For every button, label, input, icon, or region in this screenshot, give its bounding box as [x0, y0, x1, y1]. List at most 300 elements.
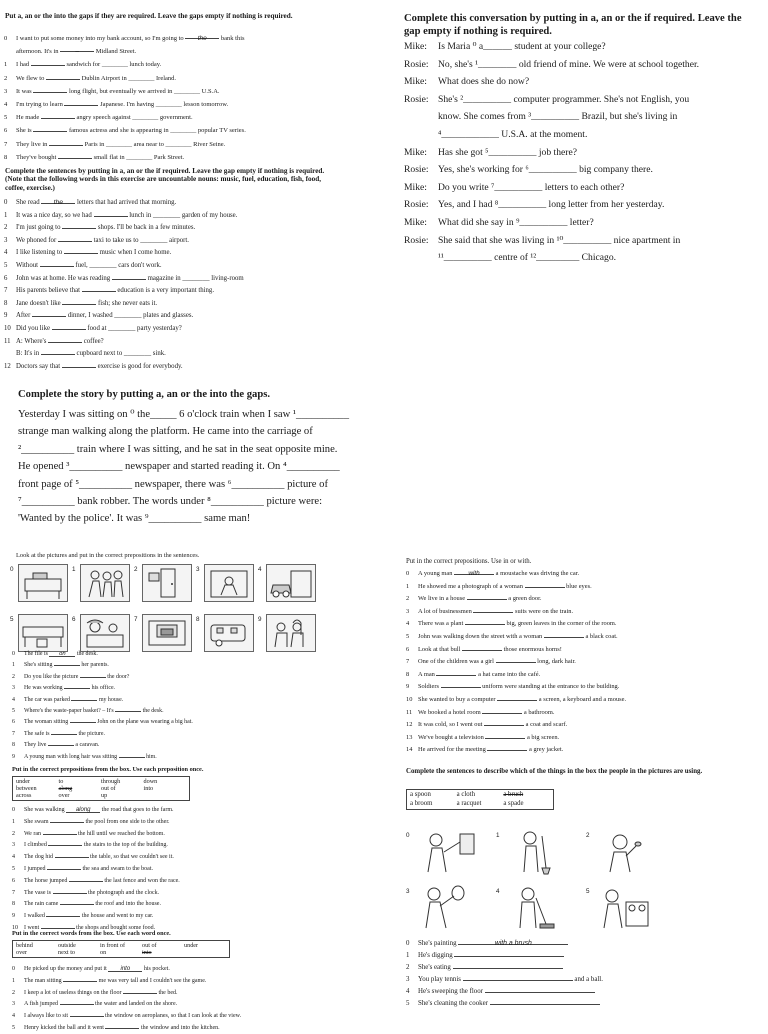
item-tail: taxi to take us to ________ airport.: [93, 236, 189, 244]
item-text: She's painting: [418, 940, 457, 947]
ex7-word-box: [12, 940, 230, 958]
item-number: 5: [12, 708, 15, 715]
box-word: [144, 792, 187, 799]
picture-number: 4: [496, 888, 500, 895]
picture-number: 5: [586, 888, 590, 895]
speaker-text: Yes, and I had ⁸__________ long letter from her yesterday.: [438, 199, 665, 211]
panel-prepositions: [0, 548, 384, 1031]
exercise-item: [12, 1022, 372, 1034]
item-text: Soldiers: [418, 683, 439, 691]
exercise-item: [12, 739, 372, 750]
item-tail: small flat in ________ Park Street.: [93, 153, 185, 161]
exercise-item: [4, 361, 380, 374]
item-text: Henry kicked the ball and it went: [24, 1024, 104, 1031]
exercise-item: [4, 336, 380, 349]
exercise-item: [4, 210, 380, 223]
item-text: The car was parked: [24, 696, 70, 703]
conversation-line: [404, 126, 764, 144]
answer-gap[interactable]: with a brush: [458, 938, 568, 945]
item-tail: exercise is good for everybody.: [97, 362, 183, 370]
answer-gap[interactable]: [462, 644, 502, 651]
answer-gap[interactable]: [33, 125, 67, 132]
speaker-text: No, she's ¹________ old friend of mine. We were at school together.: [438, 58, 700, 70]
box-word: in front of: [100, 942, 126, 949]
item-text: She swam: [24, 818, 49, 825]
item-tail: the road that goes to the farm.: [101, 807, 174, 813]
box-word: under: [184, 942, 199, 949]
exercise-item: [12, 705, 372, 716]
item-text: The dog hid: [24, 854, 53, 861]
box-word: a spade: [503, 799, 524, 807]
speaker-name: Rosie:: [404, 234, 429, 246]
answer-gap[interactable]: [47, 863, 81, 870]
exercise-item: [406, 631, 762, 644]
exercise-item: [4, 348, 380, 361]
item-tail: me was very tall and I couldn't see the game.: [98, 977, 207, 984]
answer-gap[interactable]: [52, 323, 86, 330]
answer-gap[interactable]: [58, 235, 92, 242]
item-tail: cupboard next to ________ sink.: [76, 350, 166, 358]
item-number: 6: [12, 877, 15, 884]
answer-gap[interactable]: [62, 298, 96, 305]
item-number: 9: [12, 753, 15, 760]
item-tail: my house.: [98, 696, 124, 703]
item-tail: suits were on the train.: [515, 607, 574, 615]
picture-number: 2: [586, 832, 590, 839]
item-tail: magazine in ________ living-room: [147, 274, 244, 282]
answer-gap[interactable]: [119, 751, 145, 758]
answer-gap[interactable]: [436, 669, 476, 676]
item-text: The woman sitting: [24, 719, 69, 726]
item-tail: the desk.: [76, 651, 98, 657]
answer-gap[interactable]: the: [41, 197, 75, 204]
speaker-text: Has she got ⁵__________ job there?: [438, 146, 577, 158]
box-word: [184, 949, 226, 956]
answer-gap[interactable]: [64, 247, 98, 254]
item-tail: a coat and scarf.: [525, 721, 568, 729]
exercise-item: [4, 138, 380, 151]
item-number: 7: [4, 140, 8, 148]
item-number: 12: [4, 362, 11, 370]
picture-4: [266, 564, 316, 602]
ex7-list: [12, 965, 372, 1034]
exercise-item: [12, 998, 372, 1010]
exercise-item: [12, 816, 372, 828]
exercise-item: [406, 618, 762, 631]
answer-gap[interactable]: [60, 898, 94, 905]
answer-gap[interactable]: [48, 839, 82, 846]
item-number: 2: [12, 989, 15, 996]
item-text: She's eating: [418, 964, 451, 971]
item-number: 5: [4, 114, 8, 122]
conversation-line: [404, 73, 764, 91]
item-tail: the roof and into the house.: [95, 901, 161, 908]
item-text: Without: [16, 261, 39, 269]
item-text: I jumped: [24, 865, 46, 872]
answer-gap[interactable]: [484, 719, 524, 726]
item-number: 0: [4, 199, 8, 206]
item-text: We flew to: [16, 74, 45, 82]
item-text: Where's the waste-paper basket? – It's: [24, 708, 114, 715]
item-tail: the pool from one side to the other.: [85, 818, 170, 825]
exercise-item: [4, 124, 380, 137]
item-tail: his pocket.: [143, 966, 170, 972]
item-tail: coffee?: [83, 337, 104, 345]
exercise-item: [4, 260, 380, 273]
conversation-line: [404, 232, 764, 250]
picture-number: 0: [406, 832, 410, 839]
item-number: 0: [12, 966, 15, 972]
item-tail: the house and went to my car.: [81, 913, 154, 920]
story-line: Yesterday I was sitting on ⁰ the_____ 6 o'clock train when I saw ¹__________: [18, 409, 350, 420]
item-text: She's cleaning the cooker: [418, 1000, 488, 1007]
answer-gap[interactable]: [33, 86, 67, 93]
box-word: on: [100, 949, 107, 956]
answer-gap[interactable]: [43, 828, 77, 835]
item-text: The horse jumped: [24, 877, 68, 884]
box-word: across: [16, 792, 32, 799]
box-word: down: [143, 778, 158, 785]
answer-gap[interactable]: [49, 139, 83, 146]
answer-gap[interactable]: [41, 112, 75, 119]
item-number: 3: [406, 607, 410, 615]
item-tail: the water and landed on the shore.: [95, 1001, 178, 1008]
answer-gap[interactable]: [482, 707, 522, 714]
exercise-item: [12, 975, 372, 987]
item-text: The file is: [24, 651, 48, 657]
picture-6: [80, 614, 130, 652]
speaker-text: Is Maria ⁰ a______ student at your college?: [438, 41, 606, 52]
ex8-list: [406, 568, 762, 757]
item-number: 8: [4, 299, 8, 307]
exercise-item: [4, 32, 380, 45]
exercise-item: [12, 910, 372, 922]
item-text: We've bought a television: [418, 733, 484, 741]
story-line: front page of ⁵__________ newspaper, there was ⁶__________ picture of: [18, 478, 328, 490]
ex4-instruction: Complete the story by putting a, an or the into the gaps.: [18, 389, 270, 400]
answer-gap[interactable]: [463, 974, 573, 981]
item-text: It was cold, so I went out: [418, 721, 483, 729]
answer-gap[interactable]: [123, 987, 157, 994]
item-number: 2: [4, 74, 8, 82]
speaker-name: Rosie:: [404, 199, 429, 211]
picture-5: [18, 614, 68, 652]
answer-gap[interactable]: along: [66, 806, 100, 813]
picture-number: 3: [196, 566, 200, 573]
answer-gap[interactable]: [105, 1022, 139, 1029]
answer-gap[interactable]: [465, 618, 505, 625]
item-tail: shops. I'll be back in a few minutes.: [97, 224, 196, 232]
answer-gap[interactable]: [32, 310, 66, 317]
box-word: a broom: [410, 799, 433, 807]
item-text: A fish jumped: [24, 1001, 58, 1008]
conversation-line: [404, 91, 764, 109]
exercise-item: [406, 986, 762, 998]
answer-gap[interactable]: [473, 606, 513, 613]
item-text: He's sweeping the floor: [418, 988, 483, 995]
item-tail: the photograph and the clock.: [88, 889, 160, 896]
exercise-item: [4, 98, 380, 111]
exercise-item: [12, 965, 372, 975]
exercise-item: [406, 744, 762, 757]
answer-gap[interactable]: [62, 361, 96, 368]
picture-number: 7: [134, 616, 138, 623]
exercise-item: [4, 323, 380, 336]
picture-0: [18, 564, 68, 602]
box-word: out of: [142, 942, 157, 949]
exercise-item: [406, 938, 762, 950]
picture-1: [80, 564, 130, 602]
story-line: ⁷__________ bank robber. The words under ⁸__________ picture were:: [18, 496, 323, 508]
box-word: under: [16, 778, 31, 785]
item-tail: a bathroom.: [523, 708, 555, 716]
item-number: 1: [406, 952, 410, 959]
item-number: 6: [12, 719, 15, 726]
picture-number: 1: [72, 566, 76, 573]
answer-gap[interactable]: into: [108, 965, 142, 972]
answer-gap[interactable]: [467, 593, 507, 600]
answer-gap[interactable]: [58, 152, 92, 159]
item-text: His parents believe that: [16, 287, 80, 295]
item-text: I climbed: [24, 842, 47, 849]
item-text: A young man: [418, 570, 453, 577]
panel-in-with: [396, 548, 768, 768]
item-text: Did you like: [16, 324, 50, 332]
answer-gap[interactable]: [64, 99, 98, 106]
item-tail: John on the plane was wearing a big hat.: [97, 719, 193, 726]
answer-gap[interactable]: [46, 73, 80, 80]
item-number: 1: [406, 582, 410, 590]
answer-gap[interactable]: [40, 260, 74, 267]
answer-gap[interactable]: [453, 962, 563, 969]
item-number: 4: [406, 988, 410, 995]
item-text: They live: [24, 742, 47, 749]
answer-gap[interactable]: with: [454, 568, 494, 575]
answer-gap[interactable]: [496, 656, 536, 663]
picture-2: [596, 828, 660, 876]
item-number: 5: [406, 1000, 410, 1007]
answer-gap[interactable]: [441, 681, 481, 688]
item-number: 14: [406, 746, 413, 754]
item-number: 13: [406, 733, 413, 741]
answer-gap[interactable]: [70, 716, 96, 723]
answer-gap[interactable]: [51, 728, 77, 735]
answer-gap[interactable]: [485, 732, 525, 739]
answer-gap[interactable]: [50, 816, 84, 823]
item-text: I had: [16, 61, 30, 69]
picture-7: [142, 614, 192, 652]
answer-gap[interactable]: [70, 1010, 104, 1017]
ex9-instruction: Complete the sentences to describe which of the things in the box the people in the pictures are using.: [406, 768, 703, 775]
answer-gap[interactable]: –: [60, 45, 94, 52]
box-word: behind: [16, 942, 33, 949]
item-text: Do you like the picture: [24, 673, 79, 680]
item-number: 2: [12, 830, 15, 837]
speaker-text: Do you write ⁷__________ letters to each other?: [438, 181, 625, 193]
exercise-item: [406, 950, 762, 962]
item-tail: the last fence and won the race.: [104, 877, 180, 884]
item-text: One of the children was a girl: [418, 658, 494, 666]
answer-gap[interactable]: [490, 998, 600, 1005]
item-text: We live in a house: [418, 595, 466, 603]
picture-number: 1: [496, 832, 500, 839]
speaker-name: Rosie:: [404, 58, 429, 70]
item-text: I always like to sit: [24, 1013, 68, 1020]
item-text: A young man with long hair was sitting: [24, 753, 118, 760]
box-word: to: [58, 778, 64, 785]
answer-gap[interactable]: [63, 975, 97, 982]
answer-gap[interactable]: [46, 910, 80, 917]
item-number: 7: [4, 287, 8, 295]
box-word: a brush: [503, 791, 524, 798]
answer-gap[interactable]: [454, 950, 564, 957]
answer-gap[interactable]: on: [49, 650, 75, 657]
answer-gap[interactable]: [80, 671, 106, 678]
exercise-item: [4, 111, 380, 124]
picture-3: [416, 884, 480, 932]
item-number: 11: [406, 708, 413, 716]
answer-gap[interactable]: [41, 922, 75, 929]
item-number: 0: [406, 940, 410, 947]
answer-gap[interactable]: [62, 222, 96, 229]
speaker-name: Mike:: [404, 216, 427, 228]
item-number: 10: [406, 695, 413, 703]
answer-gap[interactable]: [48, 336, 82, 343]
exercise-item: [4, 45, 380, 58]
item-number: 5: [12, 1024, 15, 1031]
item-text: She wanted to buy a computer: [418, 695, 496, 703]
answer-gap[interactable]: [112, 273, 146, 280]
item-tail: long flight, but eventually we arrived in ________ U.S.A.: [68, 87, 220, 95]
item-text: John was walking down the street with a woman: [418, 632, 543, 640]
exercise-item: [406, 707, 762, 720]
answer-gap[interactable]: [53, 887, 87, 894]
item-tail: Japanese. I'm having ________ lesson tomorrow.: [100, 101, 229, 109]
item-tail: the stairs to the top of the building.: [83, 842, 168, 849]
item-text: He's digging: [418, 952, 453, 959]
exercise-item: [4, 310, 380, 323]
item-number: 1: [4, 211, 8, 219]
answer-gap[interactable]: [60, 998, 94, 1005]
answer-gap[interactable]: [82, 285, 116, 292]
box-word: over: [16, 949, 27, 956]
item-tail: the sea and swam to the boat.: [82, 865, 153, 872]
picture-5: [596, 884, 660, 932]
answer-gap[interactable]: [69, 875, 103, 882]
exercise-item: [4, 85, 380, 98]
conversation-line: [404, 249, 764, 267]
ex1-instruction: Put a, an or the into the gaps if they are required. Leave the gaps empty if nothing is required.: [5, 12, 293, 20]
item-text: A lot of businessmen: [418, 607, 472, 615]
answer-gap[interactable]: [497, 694, 537, 701]
exercise-item: [12, 694, 372, 705]
answer-gap[interactable]: [41, 348, 75, 355]
exercise-item: [406, 962, 762, 974]
item-number: 0: [12, 807, 15, 813]
item-tail: him.: [146, 753, 157, 760]
ex9-word-box: [406, 789, 554, 810]
answer-gap[interactable]: [55, 851, 89, 858]
box-word: along: [58, 785, 73, 792]
answer-gap[interactable]: [31, 59, 65, 66]
ex2-list: [4, 197, 380, 373]
speaker-name: Rosie:: [404, 93, 429, 105]
answer-gap[interactable]: [115, 705, 141, 712]
conversation-line: [404, 38, 764, 56]
item-number: 8: [4, 153, 8, 161]
box-word: over: [58, 792, 70, 799]
exercise-item: [406, 694, 762, 707]
item-tail: a big screen.: [527, 733, 560, 741]
exercise-item: [12, 839, 372, 851]
item-text: A man: [418, 670, 435, 678]
exercise-item: [4, 285, 380, 298]
item-number: 3: [12, 1001, 15, 1008]
conversation-line: [404, 179, 764, 197]
speaker-name: Mike:: [404, 41, 427, 52]
answer-gap[interactable]: [525, 581, 565, 588]
item-text: She was walking: [24, 807, 65, 813]
answer-gap[interactable]: [94, 210, 128, 217]
speaker-text: ⁴____________ U.S.A. at the moment.: [438, 128, 588, 140]
answer-gap[interactable]: [487, 744, 527, 751]
box-word: a racquet: [456, 799, 482, 807]
answer-gap[interactable]: [544, 631, 584, 638]
item-number: 4: [12, 1013, 15, 1020]
item-text: It was: [16, 87, 32, 95]
answer-gap[interactable]: the: [185, 32, 219, 39]
item-tail: the desk.: [142, 708, 164, 715]
exercise-item: [406, 974, 762, 986]
picture-number: 5: [10, 616, 14, 623]
exercise-item: [12, 887, 372, 899]
item-text: She read: [16, 199, 40, 206]
item-number: 7: [12, 889, 15, 896]
exercise-item: [12, 851, 372, 863]
item-number: 3: [12, 685, 15, 692]
item-number: 1: [12, 818, 15, 825]
box-word: outside: [58, 942, 76, 949]
item-tail: the table, so that we couldn't see it.: [90, 854, 174, 861]
panel-conversation: [396, 0, 768, 265]
item-number: 4: [12, 696, 15, 703]
picture-number: 0: [10, 566, 14, 573]
ex3-instruction: Complete this conversation by putting in a, an or the if required. Leave the gap empty if nothing is required.: [404, 13, 742, 37]
exercise-item: [406, 681, 762, 694]
item-number: 1: [12, 977, 15, 984]
answer-gap[interactable]: [64, 682, 90, 689]
conversation-line: [404, 144, 764, 162]
item-number: 6: [4, 274, 8, 282]
exercise-item: [4, 235, 380, 248]
exercise-item: [12, 1010, 372, 1022]
answer-gap[interactable]: [48, 739, 74, 746]
speaker-name: [404, 126, 438, 144]
exercise-item: [12, 728, 372, 739]
answer-gap[interactable]: [54, 659, 80, 666]
speaker-text: What did she say in ⁹__________ letter?: [438, 216, 594, 228]
answer-gap[interactable]: [485, 986, 595, 993]
item-text: I keep a lot of useless things on the floor: [24, 989, 122, 996]
exercise-item: [12, 828, 372, 840]
item-text: We phoned for: [16, 236, 57, 244]
exercise-item: [12, 987, 372, 999]
item-number: 10: [12, 924, 18, 931]
item-number: 7: [12, 730, 15, 737]
answer-gap[interactable]: [71, 694, 97, 701]
picture-3: [204, 564, 254, 602]
exercise-item: [406, 606, 762, 619]
